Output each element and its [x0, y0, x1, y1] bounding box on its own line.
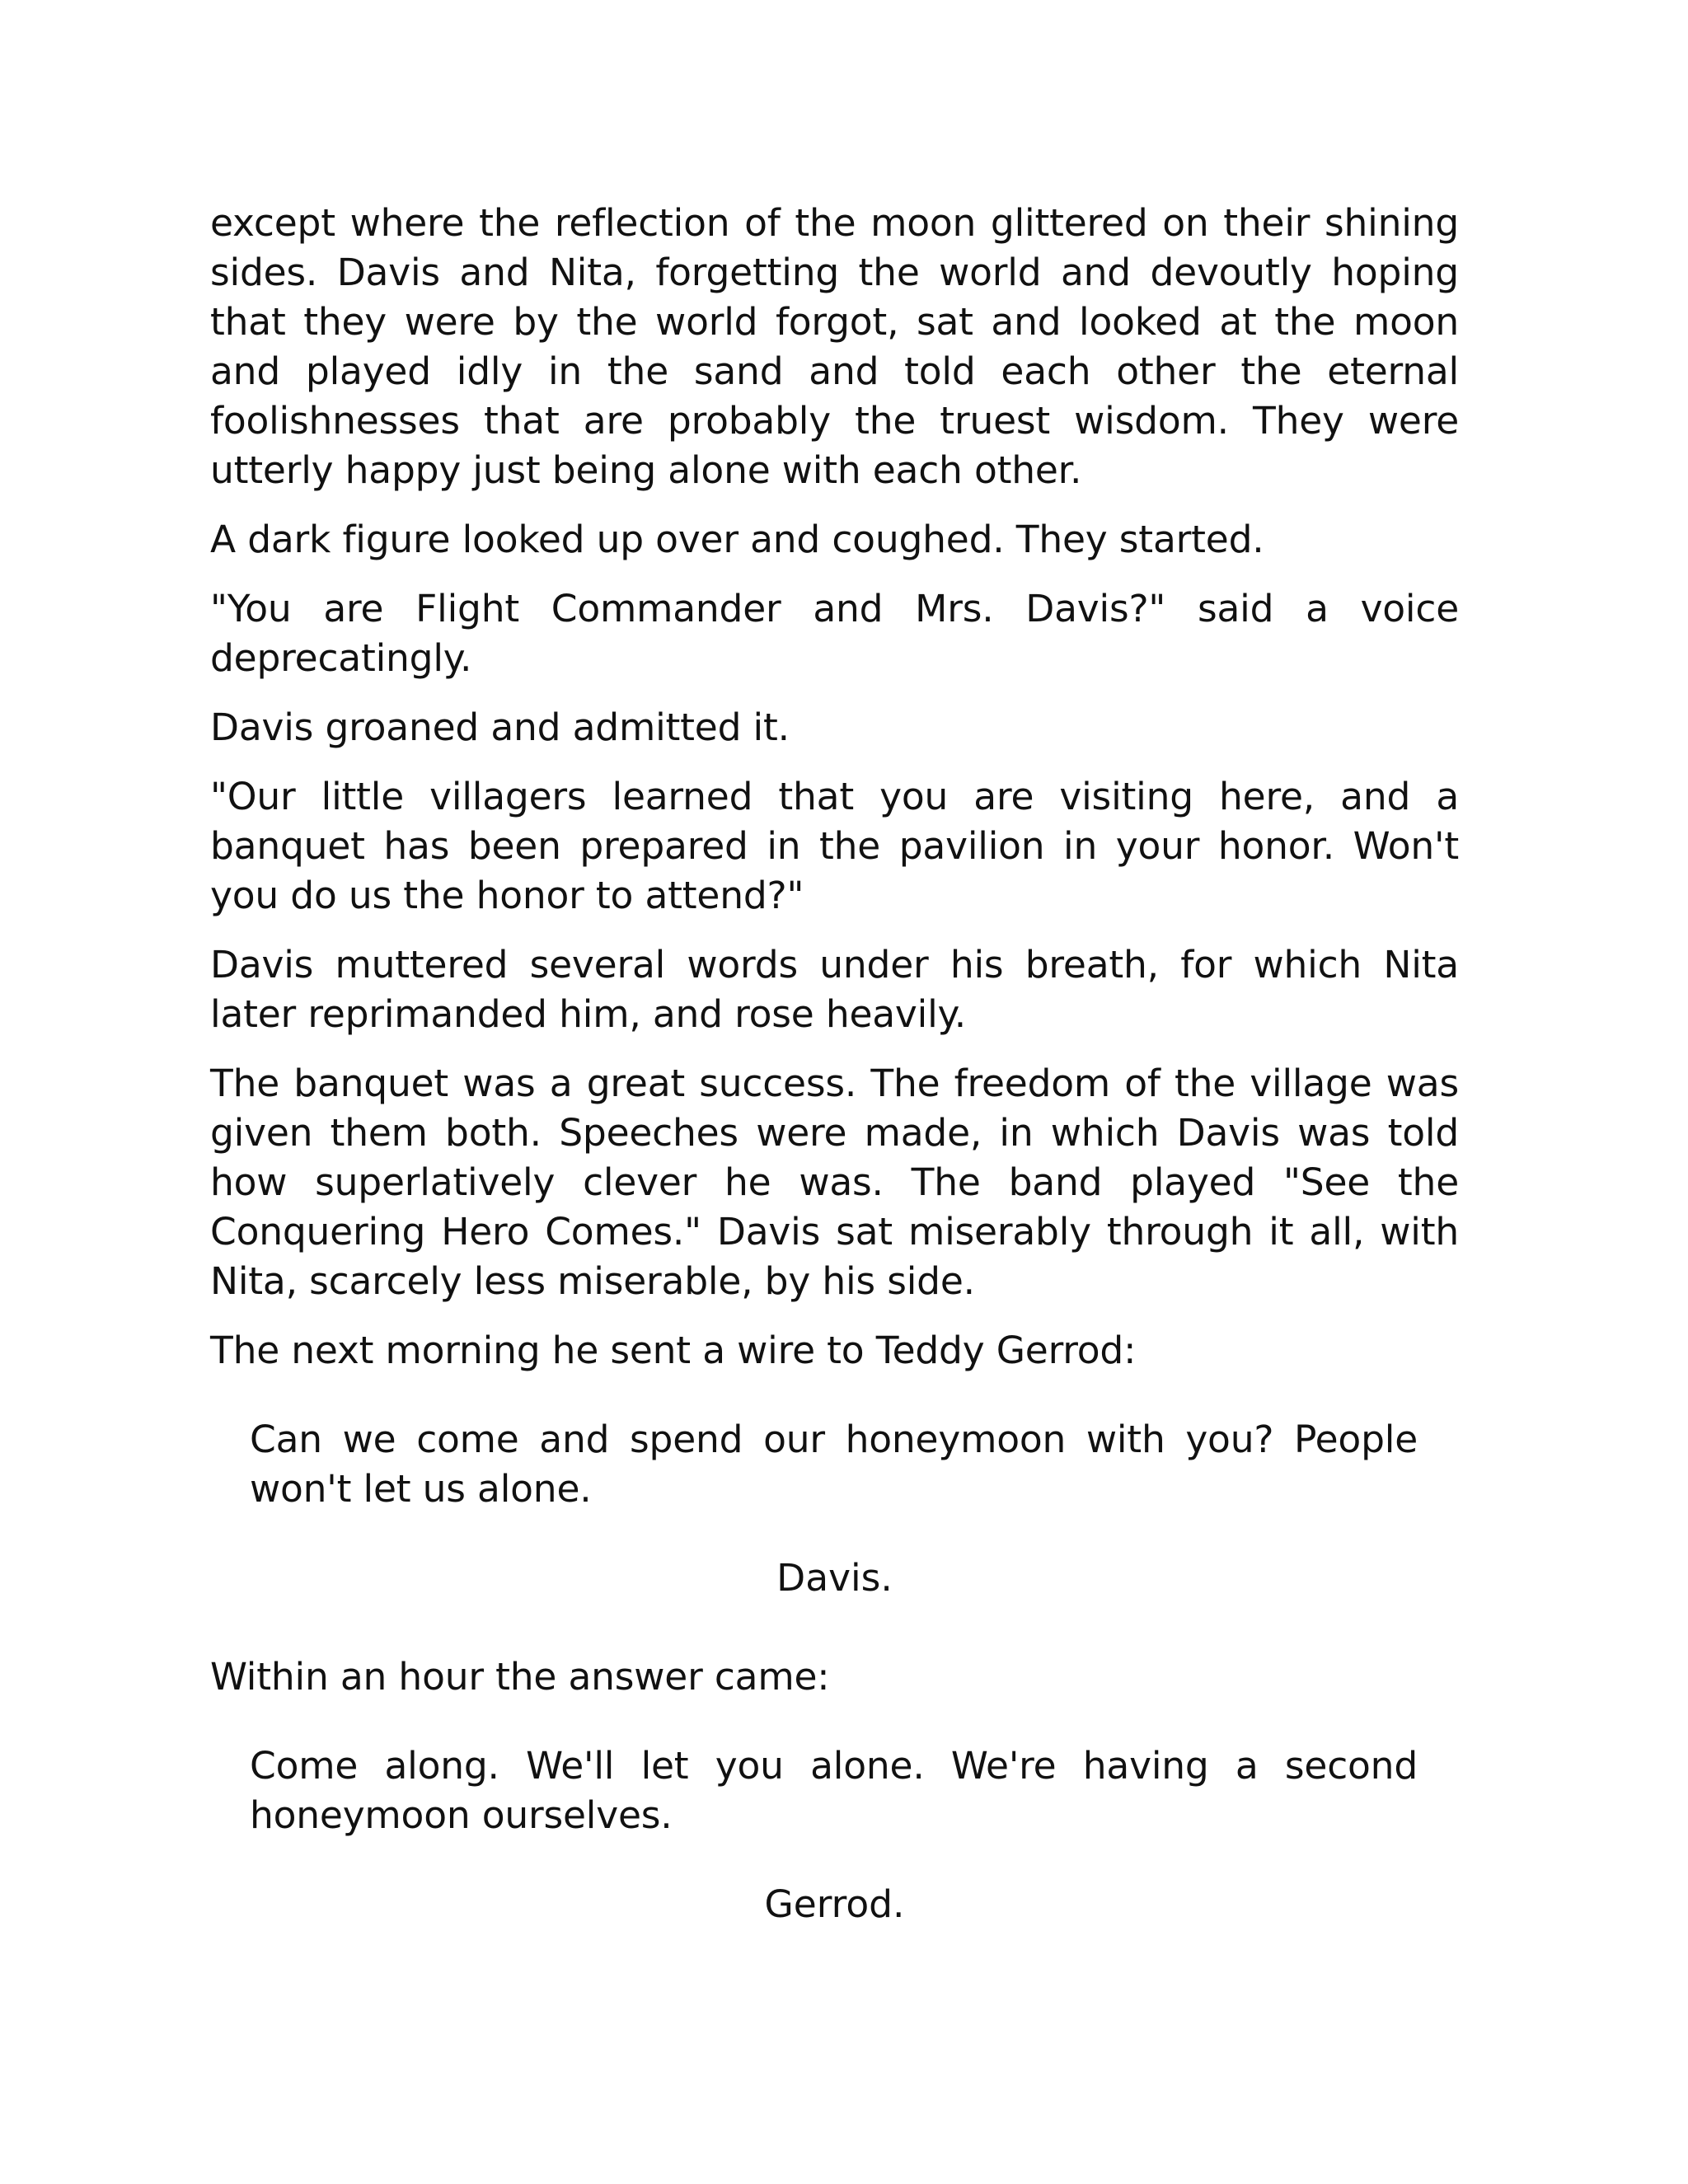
- page-body: [210, 199, 1459, 1929]
- paragraph-davis-muttered: Davis muttered several words under his breath, for which Nita later reprimanded him, and rose heavily.: [210, 943, 1459, 1036]
- telegram-gerrod-signature: Gerrod.: [764, 1882, 905, 1926]
- paragraph-moonlight: except where the reflection of the moon glittered on their shining sides. Davis and Nita, forgetting the world and devoutly hoping that they were by the world forgot, sat and looked at the moon and played idly in the sand and told each other the eternal foolishnesses that are probably the truest wisdom. They were utterly happy just being alone with each other.: [210, 201, 1459, 492]
- telegram-gerrod: Come along. We'll let you alone. We're having a second honeymoon ourselves.: [250, 1744, 1418, 1837]
- paragraph-banquet-success: The banquet was a great success. The freedom of the village was given them both. Speeches were made, in which Davis was told how superlatively clever he was. The band played "See the Conquering Hero Comes." Davis sat miserably through it all, with Nita, scarcely less miserable, by his side.: [210, 1062, 1459, 1303]
- paragraph-answer-came: Within an hour the answer came:: [210, 1655, 830, 1699]
- paragraph-voice: "You are Flight Commander and Mrs. Davis?" said a voice deprecatingly.: [210, 587, 1459, 680]
- telegram-davis-signature: Davis.: [776, 1556, 893, 1600]
- paragraph-banquet-invite: "Our little villagers learned that you are visiting here, and a banquet has been prepared in the pavilion in your honor. Won't you do us the honor to attend?": [210, 775, 1459, 917]
- paragraph-next-morning: The next morning he sent a wire to Teddy Gerrod:: [210, 1329, 1137, 1372]
- telegram-davis: Can we come and spend our honeymoon with you? People won't let us alone.: [250, 1418, 1418, 1511]
- paragraph-davis-groaned: Davis groaned and admitted it.: [210, 705, 790, 749]
- paragraph-dark-figure: A dark figure looked up over and coughed. They started.: [210, 518, 1264, 561]
